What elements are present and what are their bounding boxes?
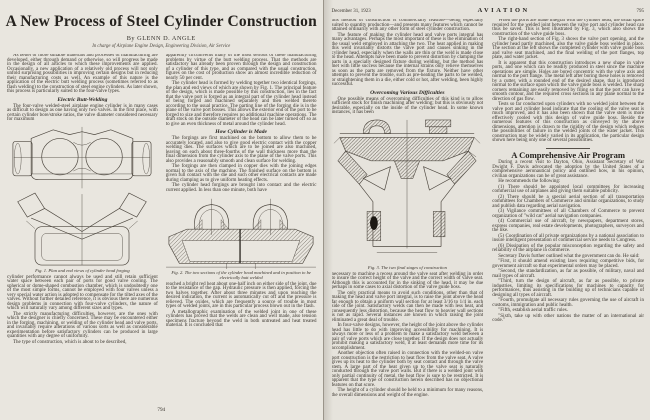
paragraph: The type of construction, which is about to be described, [13, 339, 127, 345]
section-divider [546, 148, 590, 149]
paragraph: One possible means of overcoming difficulties of this kind is to allow sufficient stock for finish machining after welding; but this is obviously not desirable, especially on the inside of the cylinder head. In some known instances, it has been [331, 96, 484, 115]
article-title: A New Process of Steel Cylinder Construction [5, 13, 317, 30]
figure-3-drawing [332, 118, 482, 264]
right-page-number: 795 [636, 9, 644, 14]
paragraph: The strictly manufacturing difficulties, however, are the ones with which the designer is chiefly concerned. These may be encountered either in the forging, machining, or welding of the cylinder head and valve ports, and invariably require alterations of various sorts as well as considerable experimentation before satisfactory cylinders can be produced in large quantities with any degree of uniformity. [7, 311, 158, 340]
paragraph: During a recent visit to Dayton, Ohio, Assistant Secretary of War Dwight F. Davis advocated the adoption by the United States of a comprehensive aeronautical policy and outlined how, in his opinion, civilian organizations can be of great assistance. [492, 160, 644, 179]
figure-3-caption: Fig. 3. The two final stages of construction [367, 264, 447, 270]
paragraph: He recommends the following: [498, 179, 561, 184]
right-page [323, 0, 650, 420]
right-page-header [324, 0, 650, 14]
list-item: (4) Commercial use of aircraft, by newspapers, department stores, express companies, real estate developments, photographers, surveyors and the like. [492, 219, 644, 233]
figure-1-caption: Fig. 1. Plan and end views of cylinder head forging [35, 267, 130, 273]
paragraph: The forgings are then clamped in copper dies with the joining edges normal to the axis of the machine. The finished surface on the bottom is given full contact with the die and such other electrical contacts are made during clamping as to give uniform heating effects. [165, 164, 317, 183]
list-item: (5) Coordination of all private organizations by a national association to insure intelligent presentation of commercial service needs to Congress. [492, 233, 644, 243]
paragraph: The forgings are first machined on the bottom to allow them to be accurately located, and also to give good electric contact with the copper welding dies. The surfaces which are to be joined are also machined, leaving on each about three-fourths of the wall thickness more than the final dimension from the cylinder axis to the plane of the valve ports. This also provides a reasonably smooth and clean surface for welding. [165, 136, 317, 164]
figure-1-drawing [8, 125, 156, 267]
air-program-heading: A Comprehensive Air Program [511, 149, 626, 160]
issue-date: December 31, 1923 [331, 9, 371, 14]
paragraph: reached a bright red heat about one-half inch on either side of the joint, due to the resistance of the gap. Hydraulic pressure is then applied, forcing the two halves together. After about three minutes and upon reaching the desired indication, the current is automatically cut off and the pressure is relieved. The oxides, which are frequently a source of trouble in most types of welded joints, are in this particular process blown out in the flash. [165, 281, 317, 310]
paragraph: The feature of making the cylinder head and valve ports integral has many advantages. Perhaps the most important of these is the elimination of the usual weld employed in attaching the two. The heat applied in making this weld invariably distorts the valve port and causes sinking in the cylinder head, especially when the walls are thin or the weld is made close to the head. Attempts have been made to prevent distortion by clamping the parts in a specially designed fixture during welding, but the method has met with little success because the internal strains only relieve themselves as soon as the parts are removed from the fixture. Neither have other attempts to prevent the trouble, such as pre-heating the parts to be welded, or straightening them in a die, either cold or hot, after welding, been highly successful. [331, 32, 484, 87]
paragraph: When the ports are made integral with the cylinder head, the usual space required for the welded joint between the valve port and cylinder head can thus be saved. This is best illustrated by Fig. 3, which also shows the construction of the valve guide boss. [492, 19, 644, 37]
section-heading: Overcoming Various Difficulties [370, 89, 445, 96]
paragraph: cylinder performance cannot always be used and still retain sufficient water space between each pair of ports for good valve cooling. The spherical or dome-shaped combustion chamber, which is undoubtedly one of the most simple forms, cannot be employed with four valves unless a very special water action is adopted to compensate for the tilted axes of the valves. Without further detailed reference, it is obvious there are numerous design problems in connection with four-valve cylinders, the nature of which will naturally vary among different sizes and types. [7, 274, 158, 312]
author-affiliation: In charge of Airplane Engine Design, Engineering Division, Air Service [92, 44, 231, 49]
paragraph: Another objection often raised in connection with the welded-on valve port construction is the restriction to heat flow from the valve seat. A valve gives up its heat to the cylinder both by seat contact and through the valve stem. A large part of the heat given up to the valve seat is naturally conducted through the valve port walls. But if there is a welded joint with only partial continuity of metal, the heat flow is sure to be restricted. It is apparent that the type of construction herein described has no objectional features on that score. [331, 351, 484, 388]
quote-item: "Second, the standardization, as far as possible, of military, naval and mail types of aircraft. [492, 269, 644, 279]
right-col-1 [332, 19, 484, 399]
quote-item: "Sixth, take up with other nations the matter of an international air code." [492, 313, 644, 323]
list-item: (2) There should be a special aerial section of all transportation committees for Chambers of Commerce and similar organizations, to study and publish data regarding aerial navigation. [492, 194, 644, 209]
list-item: (3) Vigilance committees of all Chambers of Commerce to prevent organization of "wild cat" aerial navigation companies. [492, 209, 644, 219]
journal-name: AVIATION [477, 7, 530, 14]
section-heading: Electric Butt-Welding [57, 96, 108, 103]
quote-item: "Fourth, promulgate all necessary rules governing the use of aircraft in customs, immigration and public health. [492, 298, 644, 308]
figure-2-caption: Fig. 2. The two sections of the cylinder head machined and in position to be electrically butt welded [171, 270, 311, 280]
paragraph: It is apparent that this construction introduces a new shape in valve ports, and one which can be readily produced in steel since the machine operations are simple. Holes are bored concentric with the valve axis and normal to the port flange. The metal left after boring these holes is removed by a cutter, with a rounded end of the desired shape, that is introduced normal to the surface upon which the valve guide boss is welded. The sharp corners remaining are easily removed by filing so that the port can have a smooth contour, and the required cross sections in any plane normal to the direction of gas flow. [492, 60, 644, 102]
paragraph: Tests so far conducted upon cylinders with no welded joint between the valve port and cylinder head indicate that the cooling of the valve seat is much improved, and it has also been shown that the valve stem is more effectively cooled with this design of valve guide boss. Beside the numerous features of this construction as conveyed by the above dimensions, attention is drawn to the rigidity of the design which reduces the possibilities of failure in the welded joints of the water jacket. This construction may be widely varied in its application, the particular design shown here being only one of several possibilities. [492, 102, 644, 143]
paragraph: The height of a cylinder should be held to a minimum for many reasons, the overall dimensions and weight of the engine. [331, 388, 484, 398]
article-byline: By GLENN D. ANGLE [126, 35, 196, 42]
paragraph: The cylinder head forgings are brought into contact and the electric current applied. In less than one minute, both have [165, 183, 317, 193]
quote-item: "First, it should amend existing laws requiring competitive bids, for government aircraft so that experimental orders may be placed. [492, 259, 644, 269]
paragraph: apparently circumvents many of the most serious of these manufacturing problems by virtue of the butt welding process. That the methods are satisfactory has already been proven through the design and construction of a cylinder of this type, and as compared with the usual construction, figures on the cost of production show an almost incredible reduction of nearly 50 per cent. [165, 54, 317, 81]
paragraph: Secretary Davis further outlined what the government can do. He said: [498, 253, 640, 259]
left-page [0, 0, 323, 420]
left-page-number: 794 [157, 407, 166, 413]
list-item: (1) There should be appointed local committees for increasing commercial use of airplanes and giving them suitable publicity. [492, 184, 644, 194]
paragraph: necessary to machine a recess around the valve seat after welding in order to insure the correct height of the valve and the correct width of valve seat. Although this is accounted for in the sinking of the head, it may be due perhaps in some cases to axial distortion of the valve guide boss. [331, 271, 484, 291]
paragraph: The cylinder head is formed by welding together two identical forgings, the plan and end views of which are shown by Fig. 1. The principal feature of the design, which is made possible by this construction, lies in the fact that the valve port is forged as an integral part of the cylinder head instead of being forged and machined separately and then welded thereto according to the usual practice. The parting line of the forging die is in the plane of the valve port bosses. This allows the exterior end of the port to be forged to size and therefore requires no additional machine operations. The draft stock on the outside diameter of the head can be later turned off so as to give an even thickness of metal around the cylinder head. [165, 81, 317, 127]
left-col-2 [166, 54, 317, 346]
section-heading: How Cylinder is Made [215, 129, 267, 135]
paragraph: The right-hand section of Fig. 3 shows the valve port opening, and the cylinder head partly machined, also the valve guide boss welded in place. The section at the left shows the completed cylinder with valve guide boss and valve seat machined, and the final welding of the port flanges, top plate, and water jacket. [492, 37, 644, 60]
paragraph: In four-valve designs, however, the height of the joint above the cylinder head has little to do with improving accessibility for machining. It is always more or less of a problem to make a satisfactory weld between a pair of valve ports which are close together. If the design does not actually prohibit making a satisfactory weld, it at least demands more time for its accomplishment. [331, 323, 484, 351]
quote-item: "Fifth, establish aerial traffic rules. [498, 308, 568, 313]
paragraph: this method of construction is commercially feasible—being especially suited to quantity production—and presents many features which cannot be attained ordinarily with any other form of steel cylinder construction. [331, 19, 484, 32]
paragraph: A metallographic examination of the welded joint in one of these cylinders has proved that the welds are clean and well made, also tension specimens fracture beyond the weld in both untreated and heat treated material. It is concluded that [165, 309, 317, 329]
list-item: (6) Dissipation of the popular misconception regarding the safety and reliability of the airplane in commerce. [492, 243, 644, 253]
figure-2-drawing [166, 195, 316, 269]
left-col-1 [7, 54, 158, 346]
paragraph: As better or more suitable materials and processes of manufacturing are developed, either through demand or otherwise, so will progress be made in the design of all articles to which these improvements are applied. Occasionally, a new application of a relatively old process will not only unfold surprising possibilities in improving certain designs but in reducing their manufacturing costs as well. An example of this nature is the application of the electric butt welding process (sometimes referred to as flash welding) to the construction of steel engine cylinders. As later shown, this process is particularly suited to the four-valve types. [7, 54, 158, 94]
quote-item: "Third, turn the design of aircraft, as far as possible, to private industries, limiting its specifications for machines to capacity for performances, thus assisting in the building up of technicians capable of designing all types of aircraft. [492, 279, 644, 298]
right-col-2 [492, 19, 644, 399]
paragraph: The only practical means to avoid such conditions, other than that of making the head and valve port integral, is to raise the joint above the head far enough to obtain a uniform wall section for at least 3/16 to 1/4 in. each side of the joint. Satisfactory welds can then be made with less heat, and consequently less distortion, because the heat flow to heavier wall sections is not as rapid. Several instances are known in which raising the joint eliminated a great deal of trouble. [331, 290, 484, 323]
right-page-columns [324, 14, 650, 399]
left-page-columns [0, 49, 323, 346]
paragraph: The four-valve welded-steel airplane engine cylinder is in many cases as difficult to design as one having only two valves. In the first place, with certain cylinder bore/stroke ratios, the valve diameter considered necessary for maximum [7, 103, 158, 122]
